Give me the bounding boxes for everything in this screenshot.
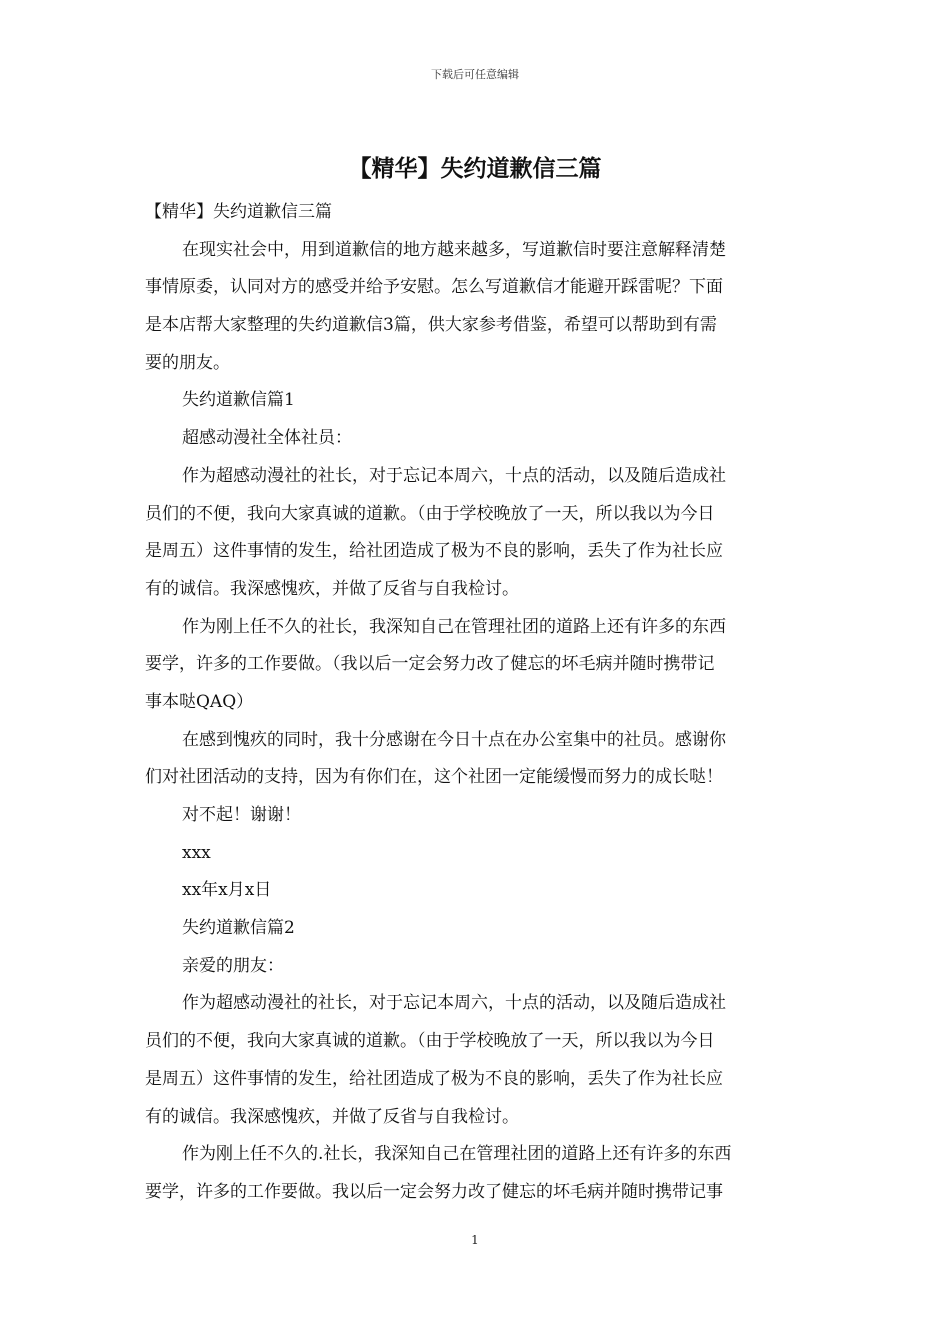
paragraph-line: 作为刚上任不久的社长，我深知自己在管理社团的道路上还有许多的东西	[182, 616, 726, 637]
document-body	[145, 194, 805, 1212]
page-number: 1	[471, 1233, 479, 1247]
paragraph-line: 在现实社会中，用到道歉信的地方越来越多，写道歉信时要注意解释清楚	[182, 239, 726, 260]
paragraph-line: 作为超感动漫社的社长，对于忘记本周六，十点的活动，以及随后造成社	[182, 993, 726, 1014]
paragraph-line: 员们的不便，我向大家真诚的道歉。（由于学校晚放了一天，所以我以为今日	[145, 503, 715, 524]
paragraph-line: 作为超感动漫社的社长，对于忘记本周六，十点的活动，以及随后造成社	[182, 465, 726, 486]
paragraph-line: 有的诚信。我深感愧疚，并做了反省与自我检讨。	[145, 1106, 519, 1127]
header-note: 下载后可任意编辑	[431, 68, 519, 81]
date-line: xx年x月x日	[182, 880, 272, 901]
paragraph-line: 是本店帮大家整理的失约道歉信3篇，供大家参考借鉴，希望可以帮助到有需	[145, 315, 717, 336]
paragraph-line: 事情原委，认同对方的感受并给予安慰。怎么写道歉信才能避开踩雷呢？下面	[145, 277, 723, 298]
paragraph-line: 在感到愧疚的同时，我十分感谢在今日十点在办公室集中的社员。感谢你	[182, 729, 726, 750]
paragraph-line: 是周五）这件事情的发生，给社团造成了极为不良的影响，丢失了作为社长应	[145, 1068, 723, 1089]
paragraph-line: 要学，许多的工作要做。（我以后一定会努力改了健忘的坏毛病并随时携带记	[145, 654, 715, 675]
paragraph-line: 有的诚信。我深感愧疚，并做了反省与自我检讨。	[145, 578, 519, 599]
salutation: 超感动漫社全体社员：	[182, 428, 352, 449]
paragraph-line: 要的朋友。	[145, 352, 230, 373]
salutation: 亲爱的朋友：	[182, 955, 284, 976]
section-heading: 失约道歉信篇2	[182, 918, 295, 939]
paragraph-line: 要学，许多的工作要做。我以后一定会努力改了健忘的坏毛病并随时携带记事	[145, 1181, 723, 1202]
signature: xxx	[182, 842, 211, 863]
paragraph-line: 作为刚上任不久的.社长，我深知自己在管理社团的道路上还有许多的东西	[182, 1144, 732, 1165]
paragraph-line: 事本哒QAQ）	[145, 691, 254, 712]
subtitle-line: 【精华】失约道歉信三篇	[145, 202, 332, 222]
document-title: 【精华】失约道歉信三篇	[348, 156, 602, 182]
paragraph-line: 员们的不便，我向大家真诚的道歉。（由于学校晚放了一天，所以我以为今日	[145, 1031, 715, 1052]
paragraph-line: 们对社团活动的支持，因为有你们在，这个社团一定能缓慢而努力的成长哒！	[145, 767, 723, 788]
closing-line: 对不起！谢谢！	[182, 805, 301, 825]
section-heading: 失约道歉信篇1	[182, 390, 295, 411]
paragraph-line: 是周五）这件事情的发生，给社团造成了极为不良的影响，丢失了作为社长应	[145, 541, 723, 562]
